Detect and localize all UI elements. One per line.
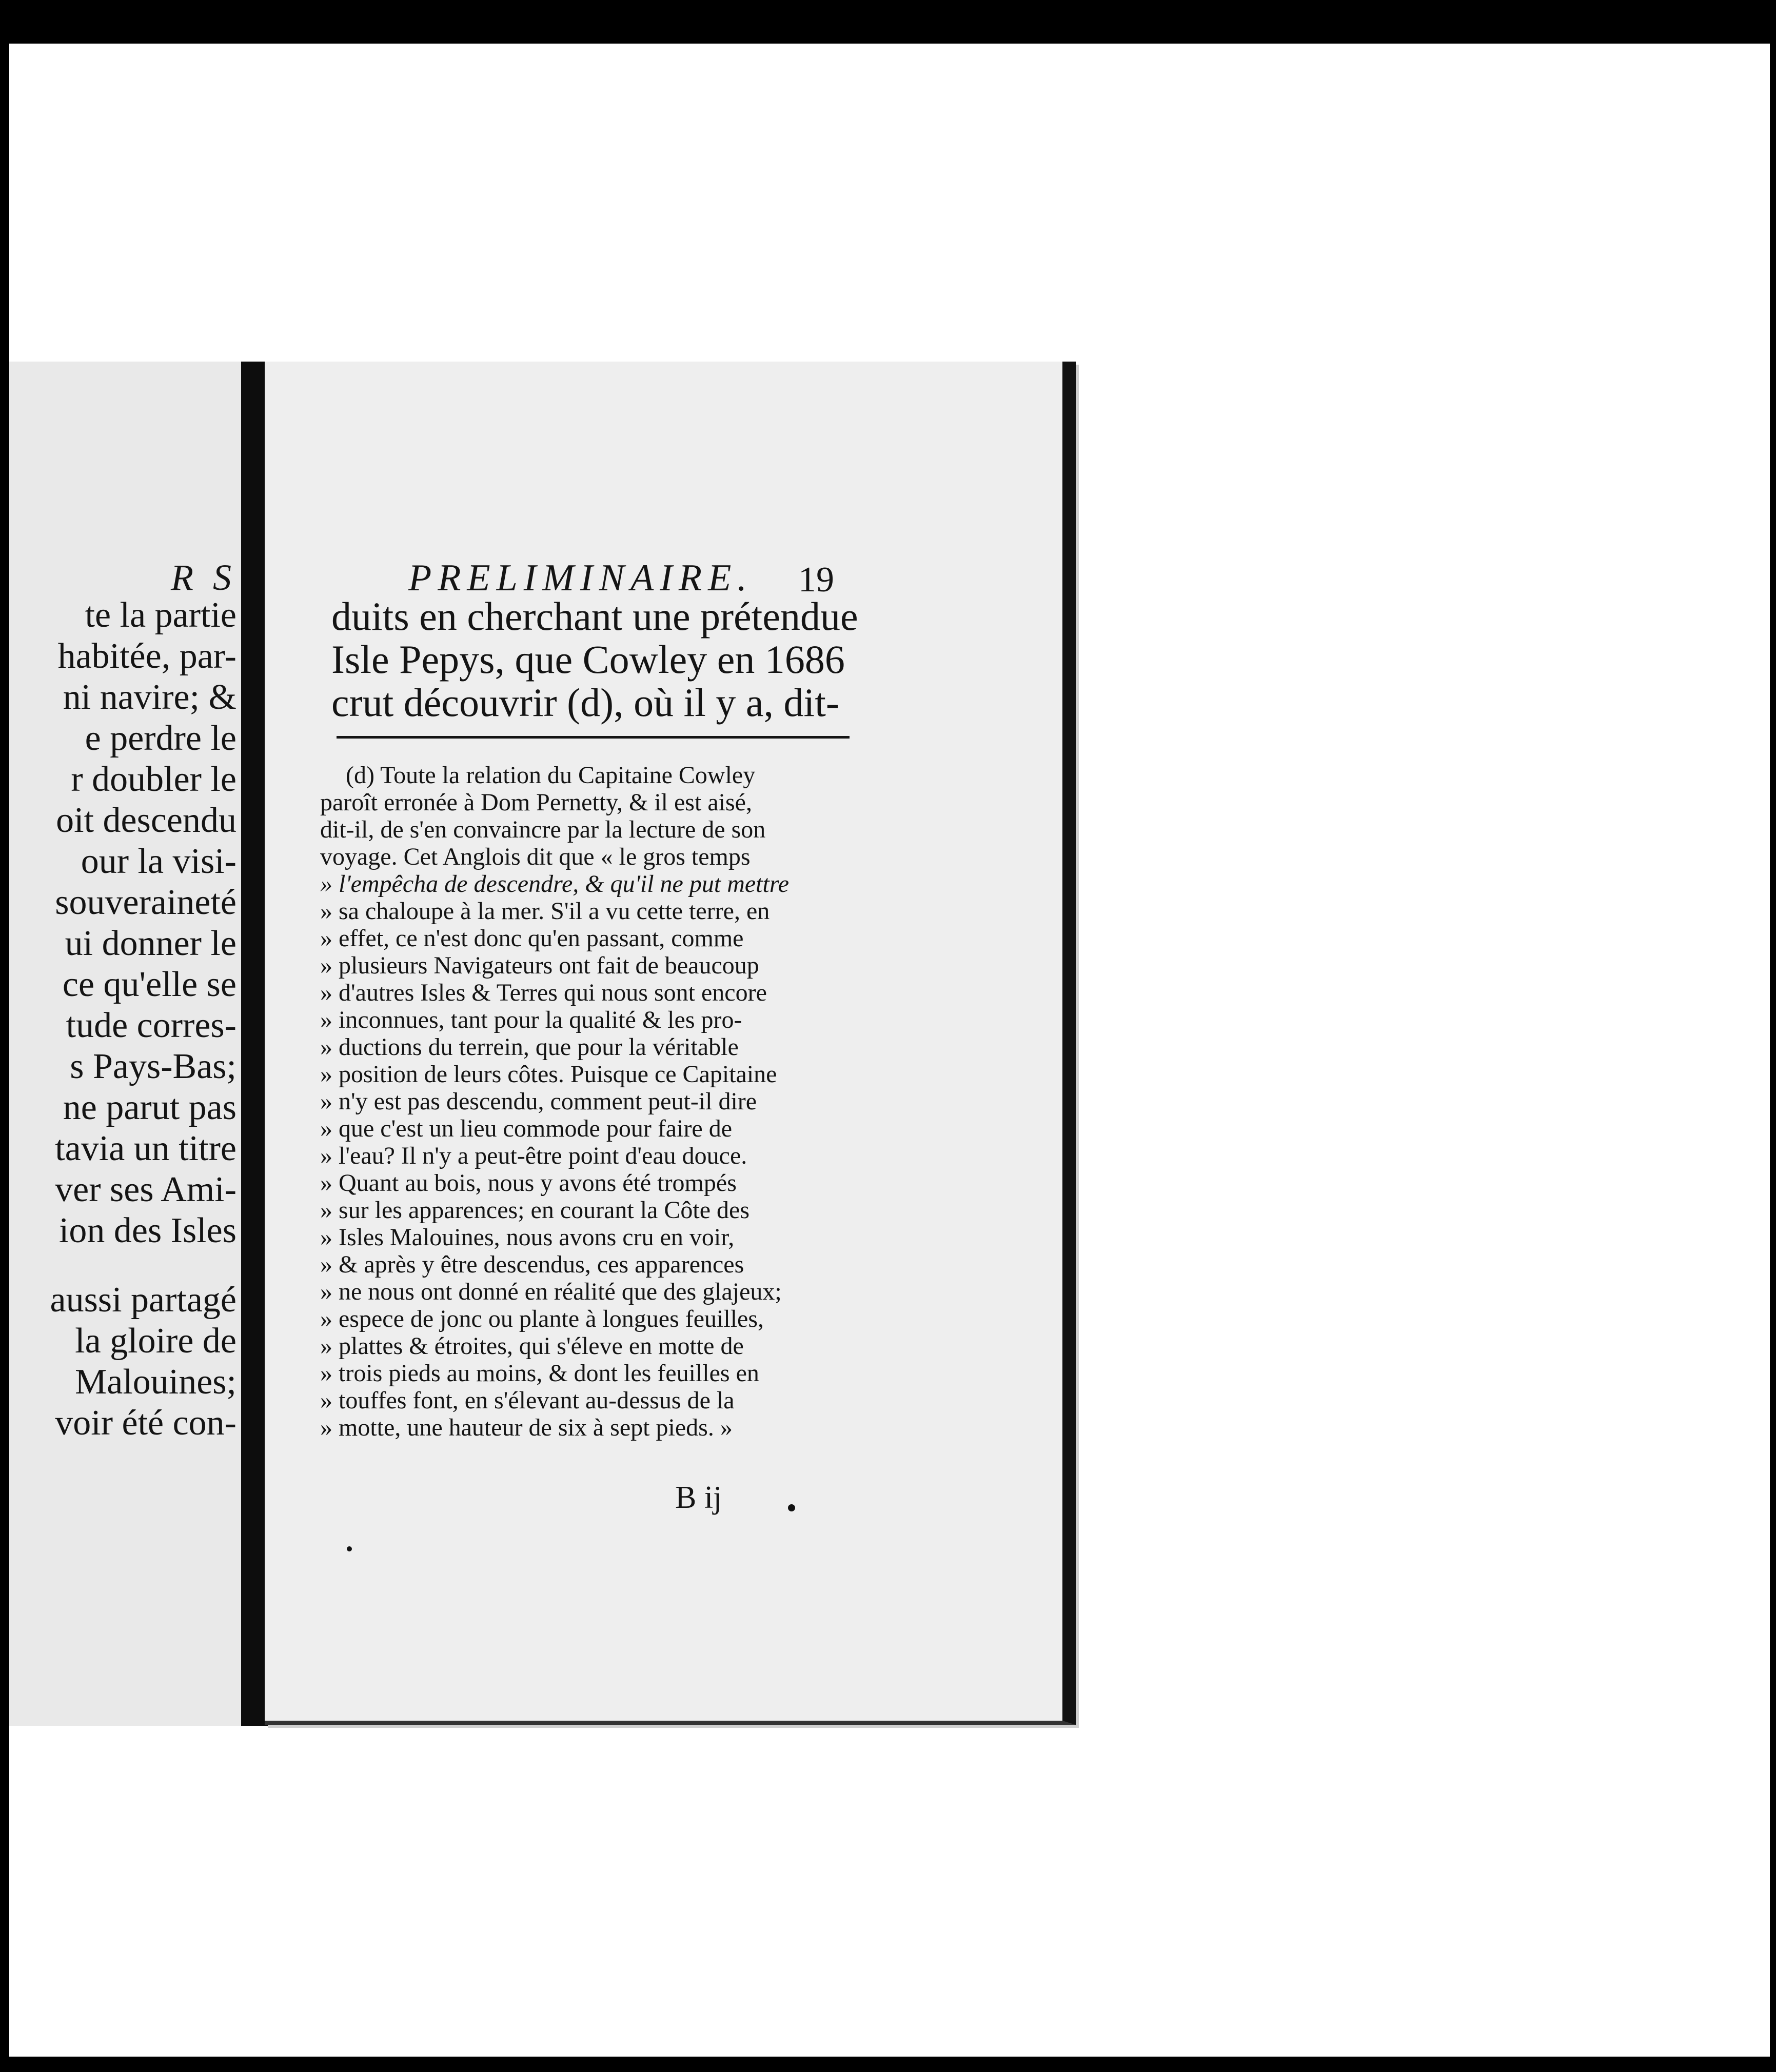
film-border-left: [0, 0, 9, 2072]
left-page-line: Malouines;: [75, 1362, 236, 1402]
left-page-line: ion des Isles: [58, 1211, 236, 1250]
left-page-line: ne parut pas: [63, 1088, 236, 1127]
footnote-line: » ductions du terrein, que pour la véritable: [320, 1033, 739, 1061]
footnote-line: » sa chaloupe à la mer. S'il a vu cette terre, en: [320, 898, 770, 925]
footnote-line: » d'autres Isles & Terres qui nous sont encore: [320, 979, 767, 1006]
footnote-line: » plusieurs Navigateurs ont fait de beaucoup: [320, 952, 759, 979]
footnote-line: (d) Toute la relation du Capitaine Cowley: [346, 762, 756, 789]
ink-speck: [788, 1504, 795, 1511]
footnote-line: » espece de jonc ou plante à longues feuilles,: [320, 1305, 764, 1332]
scan-background: [9, 44, 1770, 2057]
left-page-line: ui donner le: [65, 924, 236, 963]
footnote-line: » touffes font, en s'élevant au-dessus de la: [320, 1387, 735, 1414]
left-page-line: our la visi-: [81, 842, 236, 881]
text-line: Isle Pepys, que Cowley en 1686: [331, 637, 845, 682]
right-page: [265, 362, 1076, 1725]
left-page-header: R S: [171, 557, 236, 598]
film-border-bottom: [0, 2057, 1776, 2072]
footnote-rule: [337, 736, 850, 739]
footnote-line: voyage. Cet Anglois dit que « le gros temps: [320, 843, 751, 870]
left-page-line: tude corres-: [66, 1006, 236, 1045]
footnote-line: » Isles Malouines, nous avons cru en voir,: [320, 1224, 735, 1251]
footnote-line: dit-il, de s'en convaincre par la lecture de son: [320, 816, 766, 843]
left-page-line: ni navire; &: [63, 678, 236, 717]
ink-speck: [347, 1546, 352, 1551]
footnote-line: » position de leurs côtes. Puisque ce Capitaine: [320, 1061, 777, 1088]
main-text: [331, 594, 858, 725]
left-page-line: la gloire de: [75, 1321, 236, 1361]
film-border-right: [1771, 0, 1776, 2072]
footnote-line: » sur les apparences; en courant la Côte des: [320, 1197, 750, 1224]
left-page-line: ce qu'elle se: [62, 965, 236, 1004]
left-page-line: e perdre le: [85, 719, 236, 758]
footnote-line: » ne nous ont donné en réalité que des glajeux;: [320, 1278, 782, 1305]
signature-mark: B ij: [675, 1480, 722, 1515]
footnote: [320, 762, 833, 1441]
footnote-line: » inconnues, tant pour la qualité & les pro-: [320, 1006, 742, 1033]
text-line: crut découvrir (d), où il y a, dit-: [331, 680, 839, 725]
running-header: PRELIMINAIRE.: [408, 557, 753, 599]
left-page-line: te la partie: [85, 595, 236, 635]
footnote-line: » plattes & étroites, qui s'éleve en motte de: [320, 1332, 744, 1360]
footnote-line: » effet, ce n'est donc qu'en passant, comme: [320, 925, 744, 952]
left-page: [9, 362, 251, 1726]
footnote-line: » motte, une hauteur de six à sept pieds. »: [320, 1414, 733, 1441]
footnote-line: » trois pieds au moins, & dont les feuilles en: [320, 1360, 759, 1387]
left-page-line: s Pays-Bas;: [70, 1047, 236, 1086]
footnote-line: paroît erronée à Dom Pernetty, & il est aisé,: [320, 789, 752, 816]
left-page-line: souveraineté: [55, 883, 236, 922]
left-page-line: oit descendu: [56, 801, 236, 840]
footnote-line: » l'empêcha de descendre, & qu'il ne put mettre: [320, 870, 790, 898]
text-line: duits en cherchant une prétendue: [331, 594, 858, 639]
footnote-line: » Quant au bois, nous y avons été trompés: [320, 1169, 737, 1197]
footnote-line: » que c'est un lieu commode pour faire de: [320, 1115, 733, 1142]
left-page-line: r doubler le: [71, 760, 236, 799]
left-page-line: habitée, par-: [57, 636, 236, 676]
footnote-line: » n'y est pas descendu, comment peut-il dire: [320, 1088, 757, 1115]
film-border-top: [0, 0, 1776, 44]
left-page-line: aussi partagé: [50, 1280, 236, 1320]
left-page-line: tavia un titre: [55, 1129, 236, 1168]
page-number: 19: [798, 560, 834, 600]
left-page-line: ver ses Ami-: [55, 1170, 236, 1209]
left-page-line: voir été con-: [55, 1403, 236, 1443]
footnote-line: » & après y être descendus, ces apparences: [320, 1251, 744, 1278]
footnote-line: » l'eau? Il n'y a peut-être point d'eau douce.: [320, 1142, 747, 1169]
